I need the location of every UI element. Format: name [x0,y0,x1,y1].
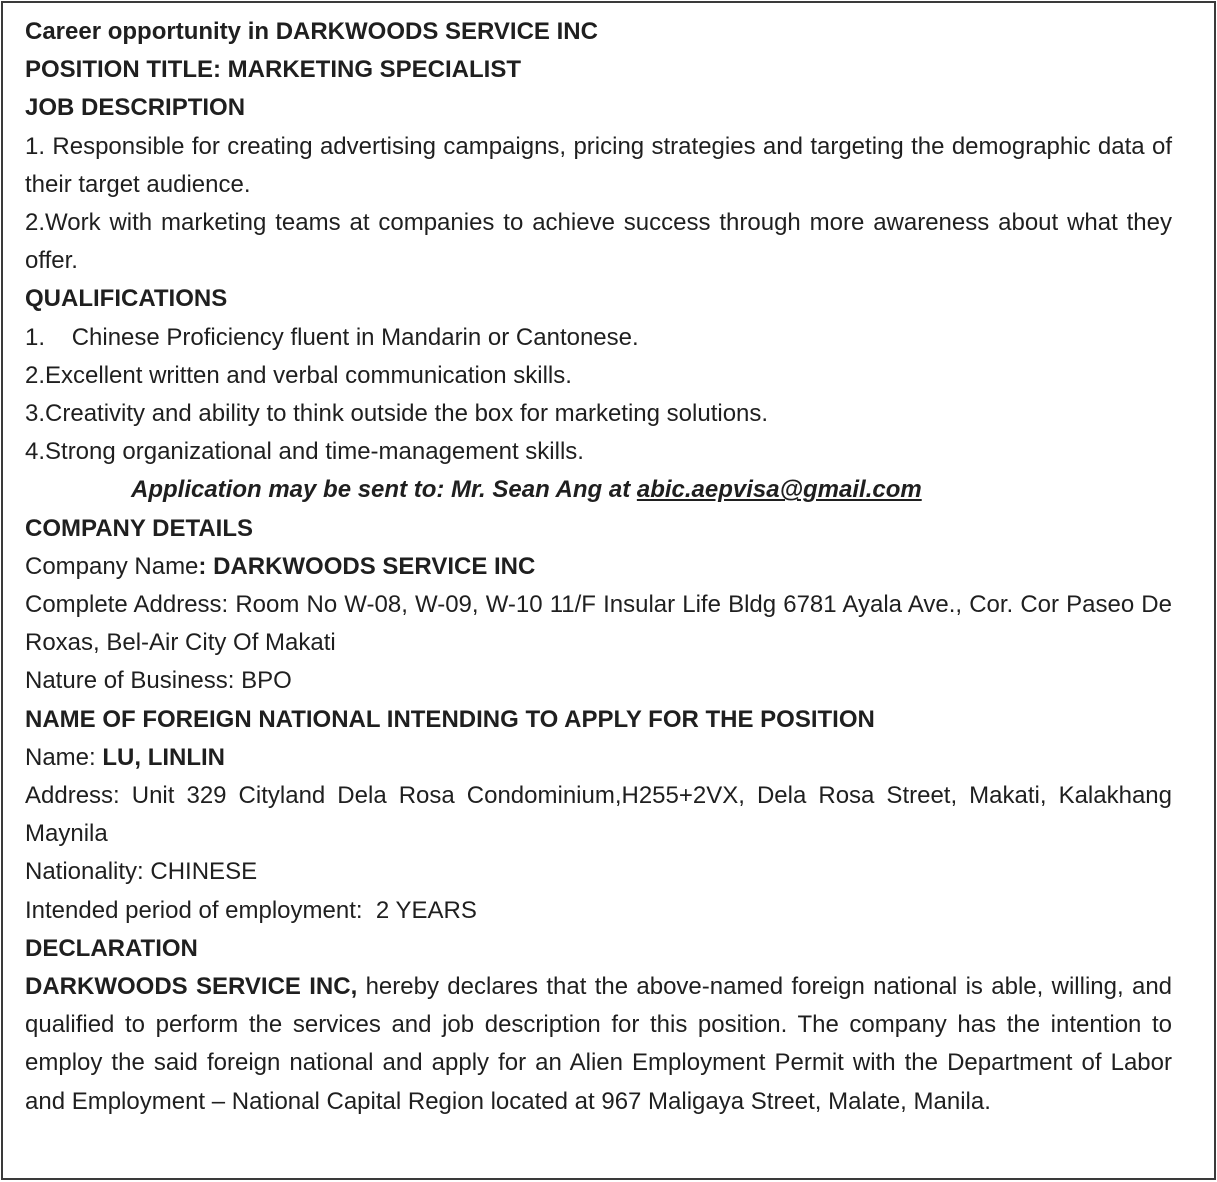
application-email-link[interactable]: abic.aepvisa@gmail.com [636,476,922,504]
nature-of-business: Nature of Business: BPO [25,667,292,695]
qualification-item-4: 4.Strong organizational and time-management skills. [25,438,584,466]
company-name-line [25,548,1172,586]
employment-period: Intended period of employment: 2 YEARS [25,896,477,924]
company-address: Complete Address: Room No W-08, W-09, W-10 11/F Insular Life Bldg 6781 Ayala Ave., Cor. Cor Paseo De Roxas, Bel-Air City Of Makati [25,591,1172,657]
item-text: Chinese Proficiency fluent in Mandarin or Cantonese. [71,323,639,351]
foreign-national-name-line [25,739,1172,777]
qualifications-heading: QUALIFICATIONS [25,285,228,313]
item-text: Responsible for creating advertising campaigns, pricing strategies and targeting the demographic data of their target audience. [25,132,1173,198]
qualification-item-1 [25,319,1172,357]
application-line [25,471,1172,509]
position-title: POSITION TITLE: MARKETING SPECIALIST [25,56,522,84]
declaration-text [25,968,1172,1121]
company-name-label: Company Name [25,552,199,580]
foreign-national-heading: NAME OF FOREIGN NATIONAL INTENDING TO APPLY FOR THE POSITION [25,705,875,733]
job-description-item-2: 2.Work with marketing teams at companies to achieve success through more awareness about what they offer. [25,209,1172,275]
company-name-value: DARKWOODS SERVICE INC [213,552,536,580]
application-prefix: Application may be sent to: Mr. Sean Ang at [131,476,637,504]
foreign-national-name-label: Name: [25,743,103,771]
job-posting-document [1,1,1216,1180]
job-description-item-1 [25,128,1172,204]
item-number: 1. [25,323,46,351]
job-description-heading: JOB DESCRIPTION [25,94,246,122]
foreign-national-name-value: LU, LINLIN [102,743,226,771]
company-name-colon: : [198,552,214,580]
company-details-heading: COMPANY DETAILS [25,514,254,542]
item-number: 1. [25,132,46,160]
qualification-item-2: 2.Excellent written and verbal communication skills. [25,361,572,389]
declaration-company: DARKWOODS SERVICE INC, [25,973,358,1001]
foreign-national-address: Address: Unit 329 Cityland Dela Rosa Condominium,H255+2VX, Dela Rosa Street, Makati, Kalakhang Maynila [25,782,1172,848]
nationality: Nationality: CHINESE [25,858,258,886]
declaration-heading: DECLARATION [25,934,198,962]
qualification-item-3: 3.Creativity and ability to think outside the box for marketing solutions. [25,400,769,428]
career-opportunity-line: Career opportunity in DARKWOODS SERVICE INC [25,18,598,45]
declaration-body: hereby declares that the above-named foreign national is able, willing, and qualified to perform the services and job description for this position. The company has the intention to employ the said foreign national and apply for an Alien Employment Permit with the Department of Labor and Employment – National Capital Region located at 967 Maligaya Street, Malate, Manila. [25,973,1173,1115]
